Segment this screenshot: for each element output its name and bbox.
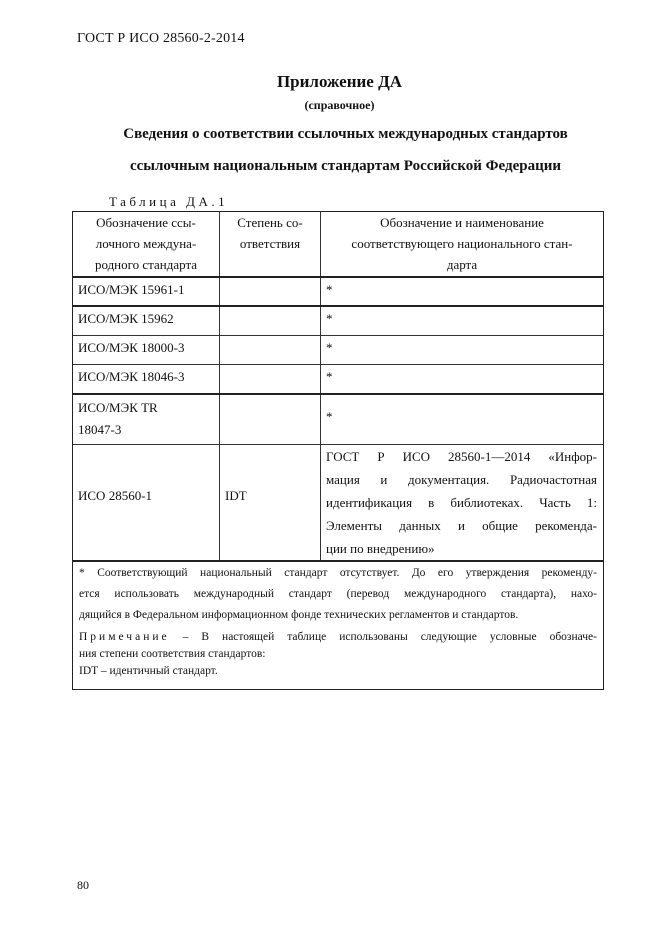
intl-standard-cell: ИСО/МЭК 15961-1 (78, 282, 185, 297)
cell-line: ИСО/МЭК TR (78, 400, 158, 415)
correspondence-table (72, 211, 604, 690)
table-header-row (73, 212, 603, 276)
note-label: Примечание (79, 631, 170, 643)
national-standard-cell: * (326, 311, 333, 326)
table-row (73, 365, 603, 393)
cell-line: идентификация в библиотеках. Часть 1: (326, 495, 597, 510)
note-line-rest: – В настоящей таблице использованы следующие условные обозначе- (169, 631, 597, 643)
national-standard-cell: * (326, 409, 333, 424)
table-row (73, 278, 603, 305)
note-line: ния степени соответствия стандартов: (79, 648, 266, 660)
column-header-intl (73, 212, 220, 276)
note-idt-definition: IDT – идентичный стандарт. (79, 665, 218, 677)
header-line: родного стандарта (94, 257, 198, 272)
row-divider (73, 560, 603, 562)
note-line (79, 629, 597, 646)
national-standard-cell: * (326, 340, 333, 355)
cell-line: мация и документация. Радиочастотная (326, 472, 597, 487)
column-header-degree (220, 212, 321, 276)
degree-cell: IDT (225, 488, 247, 503)
header-line: дарта (446, 257, 478, 272)
table-row (73, 395, 603, 444)
column-header-national (321, 212, 603, 276)
intl-standard-cell: ИСО/МЭК 18000-3 (78, 340, 185, 355)
table-row (73, 336, 603, 364)
cell-line: ГОСТ Р ИСО 28560-1—2014 «Инфор- (326, 449, 597, 464)
intl-standard-cell: ИСО 28560-1 (78, 488, 153, 503)
intl-standard-cell: ИСО/МЭК 18046-3 (78, 369, 185, 384)
page-number: 80 (77, 878, 89, 892)
header-line: соответствующего национального стан- (351, 236, 573, 251)
cell-line: 18047-3 (78, 422, 122, 437)
table-row (73, 445, 603, 560)
section-heading-line-1: Сведения о соответствии ссылочных международных стандартов (123, 126, 568, 142)
appendix-subtitle: (справочное) (304, 98, 375, 112)
header-line: ответствия (239, 236, 301, 251)
header-line: лочного междуна- (95, 236, 197, 251)
cell-line: ции по внедрению» (326, 541, 435, 556)
header-line: Обозначение и наименование (380, 215, 544, 230)
header-line: Обозначение ссы- (96, 215, 196, 230)
footnote-line: дящийся в Федеральном информационном фонде технических регламентов и стандартов. (79, 609, 519, 621)
footnote-line: ется использовать международный стандарт (перевод международного стандарта), нахо- (79, 588, 597, 600)
table-footnote (79, 563, 597, 626)
document-code: ГОСТ Р ИСО 28560-2-2014 (77, 31, 245, 46)
intl-standard-cell: ИСО/МЭК 15962 (78, 311, 174, 326)
section-heading-line-2: ссылочным национальным стандартам Российской Федерации (129, 158, 562, 174)
appendix-title: Приложение ДА (276, 72, 403, 91)
footnote-line: * Соответствующий национальный стандарт отсутствует. До его утверждения рекоменду- (79, 567, 597, 579)
table-note (79, 629, 597, 680)
national-standard-cell: * (326, 282, 333, 297)
table-row (73, 307, 603, 335)
cell-line: Элементы данных и общие рекоменда- (326, 518, 597, 533)
national-standard-cell: * (326, 369, 333, 384)
intl-standard-cell (78, 397, 213, 441)
national-standard-cell (326, 445, 597, 560)
header-line: Степень со- (237, 215, 303, 230)
table-caption: Таблица ДА.1 (109, 194, 229, 209)
